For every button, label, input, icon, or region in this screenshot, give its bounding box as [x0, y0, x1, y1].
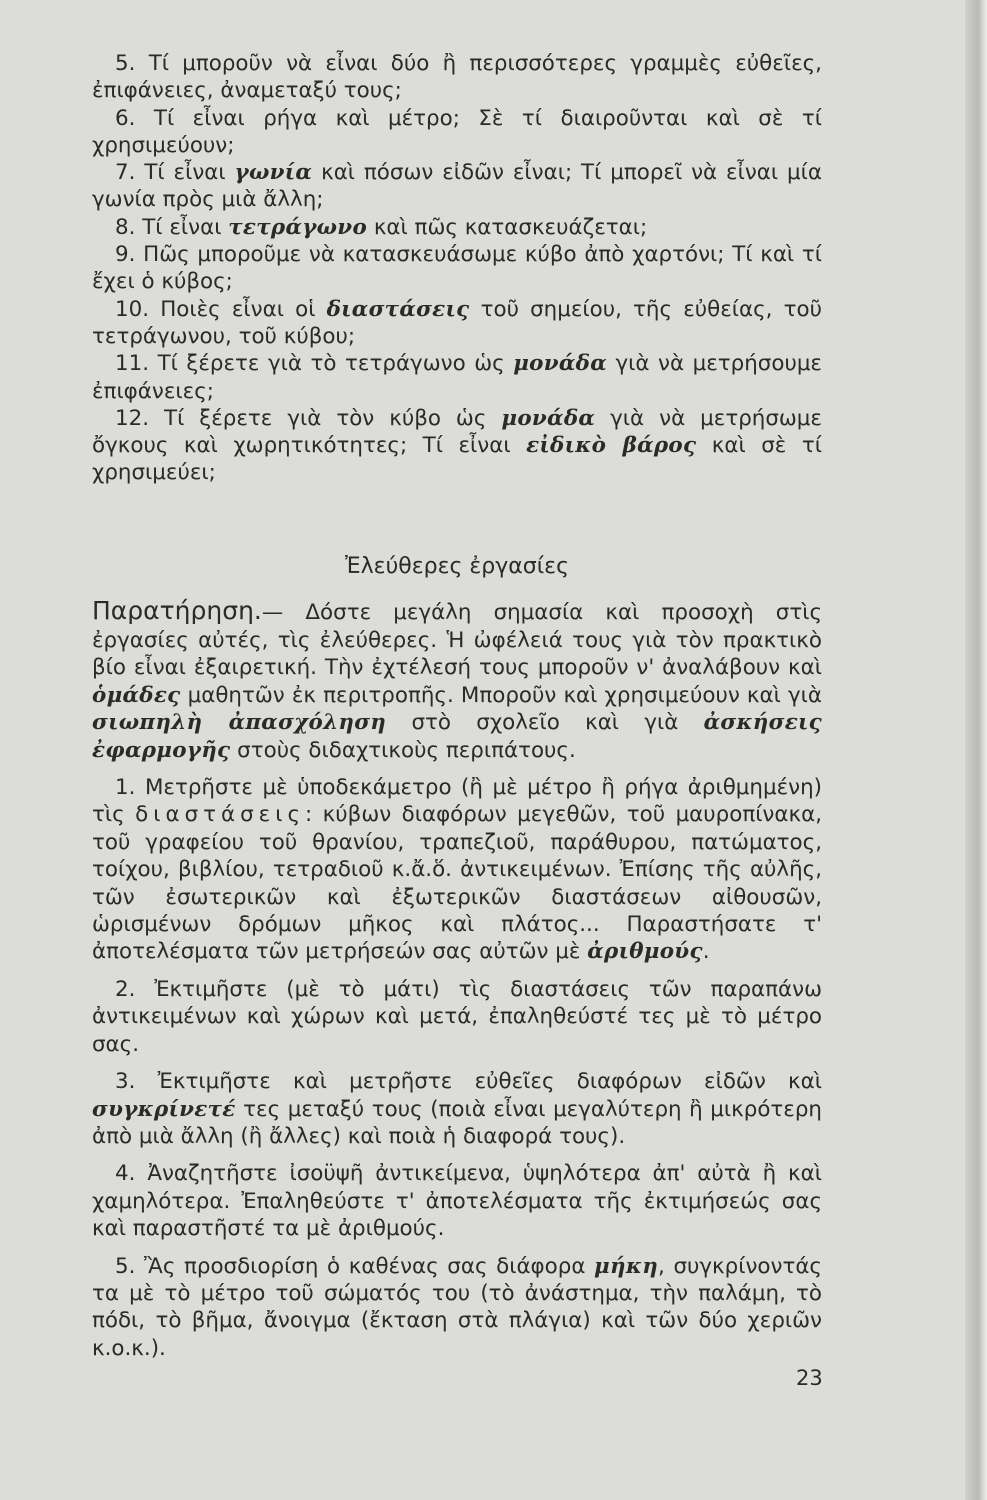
question-6: 6. Τί εἶναι ρήγα καὶ μέτρο; Σὲ τί διαιροῦνται καὶ σὲ τί χρησιμεύουν;: [92, 105, 822, 158]
question-7: 7. Τί εἶναι γωνία καὶ πόσων εἰδῶν εἶναι; Τί μπορεῖ νὰ εἶναι μία γωνία πρὸς μιὰ ἄλλη;: [92, 160, 822, 213]
question-9: 9. Πῶς μποροῦμε νὰ κατασκευάσωμε κύβο ἀπὸ χαρτόνι; Τί καὶ τί ἔχει ὁ κύβος;: [92, 242, 822, 295]
page-number: 23: [796, 1366, 823, 1390]
question-5: 5. Τί μποροῦν νὰ εἶναι δύο ἢ περισσότερες γραμμὲς εὐθεῖες, ἐπιφάνειες, ἀναμεταξύ τους;: [92, 51, 822, 104]
section-heading: Ἐλεύθερες ἐργασίες: [345, 553, 569, 579]
question-12: 12. Τί ξέρετε γιὰ τὸν κύβο ὡς μονάδα γιὰ νὰ μετρήσωμε ὄγκους καὶ χωρητικότητες; Τί εἶναι εἰδικὸ βάρος καὶ σὲ τί χρησιμεύει;: [92, 405, 822, 486]
page-body: [92, 50, 822, 1362]
task-2: 2. Ἐκτιμῆστε (μὲ τὸ μάτι) τὶς διαστάσεις τῶν παραπάνω ἀντικειμένων καὶ χώρων καὶ μετά, ἐπαληθεύστέ τες μὲ τὸ μέτρο σας.: [92, 976, 822, 1057]
task-3: 3. Ἐκτιμῆστε καὶ μετρῆστε εὐθεῖες διαφόρων εἰδῶν καὶ συγκρίνετέ τες μεταξύ τους (ποιὰ εἶναι μεγαλύτερη ἢ μικρότερη ἀπὸ μιὰ ἄλλη (ἢ ἄλλες) καὶ ποιὰ ἡ διαφορά τους).: [92, 1069, 822, 1149]
task-5: 5. Ἂς προσδιορίση ὁ καθένας σας διάφορα μήκη, συγκρίνοντάς τα μὲ τὸ μέτρο τοῦ σώματός του (τὸ ἀνάστημα, τὴν παλάμη, τὸ πόδι, τὸ βῆμα, ἄνοιγμα (ἔκταση στὰ πλάγια) καὶ τῶν δύο χεριῶν κ.ο.κ.).: [92, 1253, 822, 1361]
task-1: 1. Μετρῆστε μὲ ὑποδεκάμετρο (ἢ μὲ μέτρο ἢ ρήγα ἀριθμημένη) τὶς διαστάσεις: κύβων διαφόρων μεγεθῶν, τοῦ μαυροπίνακα, τοῦ γραφείου τοῦ θρανίου, τραπεζιοῦ, παράθυρου, πατώματος, τοίχου, βιβλίου, τετραδιοῦ κ.ἄ.ὅ. ἀντικειμένων. Ἐπίσης τῆς αὐλῆς, τῶν ἐσωτερικῶν καὶ ἐξωτερικῶν διαστάσεων αἰθουσῶν, ὡρισμένων δρόμων μῆκος καὶ πλάτος... Παραστήσατε τ' ἀποτελέσματα τῶν μετρήσεών σας αὐτῶν μὲ ἀριθμούς.: [92, 775, 822, 965]
task-4: 4. Ἀναζητῆστε ἰσοϋψῆ ἀντικείμενα, ὑψηλότερα ἀπ' αὐτὰ ἢ καὶ χαμηλότερα. Ἐπαληθεύστε τ' ἀποτελέσματα τῆς ἐκτιμήσεώς σας καὶ παραστῆστέ τα μὲ ἀριθμούς.: [92, 1161, 822, 1242]
question-8: 8. Τί εἶναι τετράγωνο καὶ πῶς κατασκευάζεται;: [115, 214, 648, 240]
note-label: Παρατήρηση.: [92, 596, 262, 626]
page-edge-shadow: [965, 0, 987, 1500]
question-11: 11. Τί ξέρετε γιὰ τὸ τετράγωνο ὡς μονάδα γιὰ νὰ μετρήσουμε ἐπιφάνειες;: [92, 351, 822, 404]
question-10: 10. Ποιὲς εἶναι οἱ διαστάσεις τοῦ σημείου, τῆς εὐθείας, τοῦ τετράγωνου, τοῦ κύβου;: [92, 296, 822, 349]
note-paragraph: Παρατήρηση.— Δόστε μεγάλη σημασία καὶ προσοχὴ στὶς ἐργασίες αὐτές, τὶς ἐλεύθερες. Ἡ ὠφέλειά τους γιὰ τὸν πρακτικὸ βίο εἶναι ἐξαιρετική. Τὴν ἐχτέλεσή τους μποροῦν ν' ἀναλάβουν καὶ ὁμάδες μαθητῶν ἐκ περιτροπῆς. Μποροῦν καὶ χρησιμεύουν καὶ γιὰ σιωπηλὴ ἀπασχόληση στὸ σχολεῖο καὶ γιὰ ἀσκήσεις ἐφαρμογῆς στοὺς διδαχτικοὺς περιπάτους.: [92, 596, 823, 763]
